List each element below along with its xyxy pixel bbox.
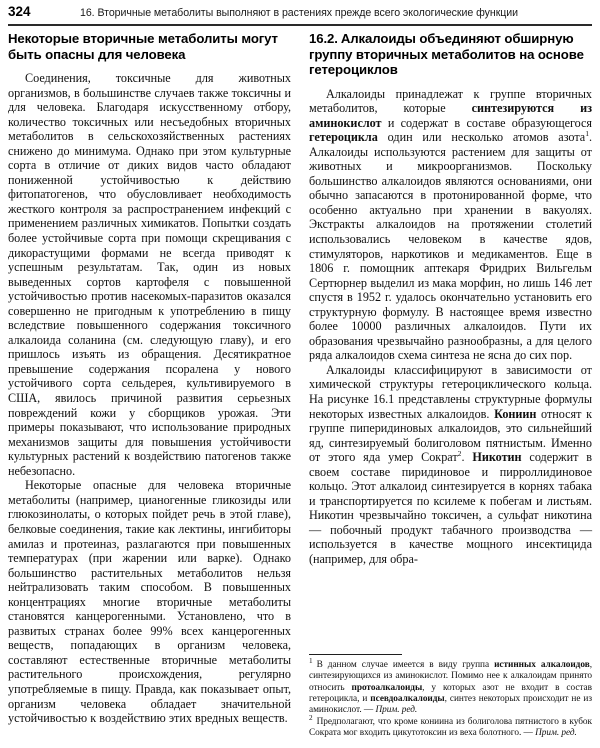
- footnote-ref-2[interactable]: 2: [457, 449, 462, 459]
- p1-seg1: Алкалоиды принадлежат к группе вторичных метаболитов, которые: [309, 86, 592, 116]
- left-paragraph-2: Некоторые опасные для человека вторичные метаболиты (например, цианогенные гликозиды или глюкозинолаты, о которых пойдет речь в этой главе), белковые соединения, такие как лектины, ингибиторы амилаз и протеиназ, разлагаются при повышенных температурах (при жарении или варке). Однако большинство растительных метаболитов нельзя нейтрализовать таким способом. В повышенных концентрациях многие вторичные метаболиты становятся канцерогенными. Установлено, что в развитых странах более 99% всех канцерогенных веществ, попадающих в организм человека, составляют естественные вторичные метаболиты растительного происхождения, регулярно употребляемые в пищу. Правда, как показывает опыт, организм человека обладает значительной устойчивостью к воздействию этих вредных веществ.: [8, 478, 291, 726]
- footnote-ref-1[interactable]: 1: [585, 129, 589, 139]
- section-number: 16.2.: [309, 31, 338, 46]
- fn1-seg2: , синтезирующихся из аминокислот. Помимо нее к алкалоидам принято относить: [309, 660, 592, 693]
- right-paragraph-1: [309, 87, 592, 363]
- p2-seg3: .: [461, 450, 473, 465]
- p1-seg2: и содержат в составе образующегося: [381, 115, 592, 130]
- right-column: [309, 31, 592, 743]
- running-head-title: 16. Вторичные метаболиты выполняют в растениях прежде всего экологические функции: [80, 7, 519, 19]
- footnote-block: [309, 654, 592, 741]
- fn1-seg1: В данном случае имеется в виду группа: [316, 660, 495, 671]
- fn1-italic1: Прим. ред.: [375, 704, 418, 715]
- header-rule: [8, 24, 592, 26]
- footnote-1-marker: 1: [309, 657, 313, 666]
- fn1-seg4: , синтез некоторых происходит не из аминокислот. —: [309, 693, 592, 715]
- right-section-heading: [309, 31, 592, 78]
- left-paragraph-1: Соединения, токсичные для животных организмов, в большинстве случаев также токсичны и для человека. Благодаря искусственному отбору, количество токсичных или несъедобных вторичных метаболитов в сельскохозяйственных растениях снижено до минимума. Однако при этом культурные сорта в отличие от диких видов часто обладают пониженной устойчивостью к действию фитопатогенов, что обусловливает необходимость жесткого контроля за распространением инфекций с применением различных химикатов. Попытки создать более устойчивые сорта при помощи скрещивания с дикорастущими формами не всегда приводят к успешным результатам. Так, один из новых выведенных сортов картофеля с повышенной устойчивостью против насекомых-паразитов оказался совершенно не пригодным к употреблению в пищу вследствие повышенного содержания токсичного алкалоида соланина (см. следующую главу), и его пришлось изъять из обращения. Десятикратное превышение содержания псоралена у нового устойчивого сорта сельдерея, культивируемого в США, явилось причиной развития серьезных повреждений кожи у сборщиков урожая. Эти примеры показывают, что использование природных механизмов защиты для повышения устойчивости культурных растений к воздействию патогенов также небезопасно.: [8, 71, 291, 478]
- p2-seg2: относят к группе пиперидиновых алкалоидов, это сильнейший яд, синтезируемый болиголовом пятнистым. Именно от этого яда умер Сократ: [309, 406, 592, 465]
- running-head: [8, 4, 592, 24]
- footnote-separator-rule: [309, 654, 402, 656]
- left-section-heading: Некоторые вторичные метаболиты могут быть опасны для человека: [8, 31, 278, 62]
- left-column: [8, 31, 291, 743]
- p2-bold2: Никотин: [472, 450, 522, 465]
- fn2-italic1: Прим. ред.: [535, 728, 577, 739]
- fn1-bold3: псевдоалкалоиды: [370, 693, 445, 704]
- footnote-1: [309, 657, 592, 715]
- p1-seg4: . Алкалоиды используются растением для защиты от животных и микроорганизмов. Поскольку большинство алкалоидов являются основаниями, они обычно запасаются в протонированной форме, что особенно актуально при хранении в вакуолях. Экстракты алкалоидов на протяжении столетий использовались человеком в качестве ядов, стимуляторов, наркотиков и медикаментов. Еще в 1806 г. помощник аптекаря Фридрих Вильгельм Сертюрнер выделил из мака морфин, но лишь 146 лет спустя в 1952 г. удалось окончательно установить его структурную формулу. В настоящее время известно более 10000 различных алкалоидов. Пути их образования чрезвычайно разнообразны, а для целого ряда алкалоидов схема синтеза не ясна до сих пор.: [309, 130, 592, 363]
- p2-seg4: содержит в своем составе пиридиновое и пирроллидиновое кольцо. Этот алкалоид синтезируется в корнях табака и транспортируется по ксилеме к побегам и листьям. Никотин чрезвычайно токсичен, а сульфат никотина — побочный продукт табачного производства — используется в качестве мощного инсектицида (например, для обра-: [309, 450, 592, 566]
- fn1-seg3: , у которых азот не входит в состав гетероцикла, и: [309, 682, 592, 704]
- page-number: 324: [8, 4, 31, 19]
- p1-bold2: гетероцикла: [309, 130, 378, 145]
- fn1-bold2: протоалкалоиды: [351, 682, 423, 693]
- column-container: [8, 31, 592, 743]
- footnote-2-marker: 2: [309, 714, 313, 723]
- fn1-bold1: истинных алкалоидов: [494, 660, 590, 671]
- right-paragraph-2: [309, 363, 592, 567]
- p1-seg3: один или несколько атомов азота: [377, 130, 586, 145]
- footnote-2: [309, 714, 592, 739]
- p2-bold1: Кониин: [494, 406, 537, 421]
- p1-bold1: синтезируются из аминокислот: [309, 101, 592, 130]
- section-heading-text: Алкалоиды объединяют обширную группу вторичных метаболитов на основе гетероциклов: [309, 31, 584, 77]
- fn2-seg1: Предполагают, что кроме кониина из болиголова пятнистого в кубок Сократа мог входить цикутотоксин из веха болотного. —: [309, 717, 592, 739]
- p2-seg1: Алкалоиды классифицируют в зависимости от химической структуры гетероциклического кольца. На рисунке 16.1 представлены структурные формулы некоторых известных алкалоидов.: [309, 362, 592, 421]
